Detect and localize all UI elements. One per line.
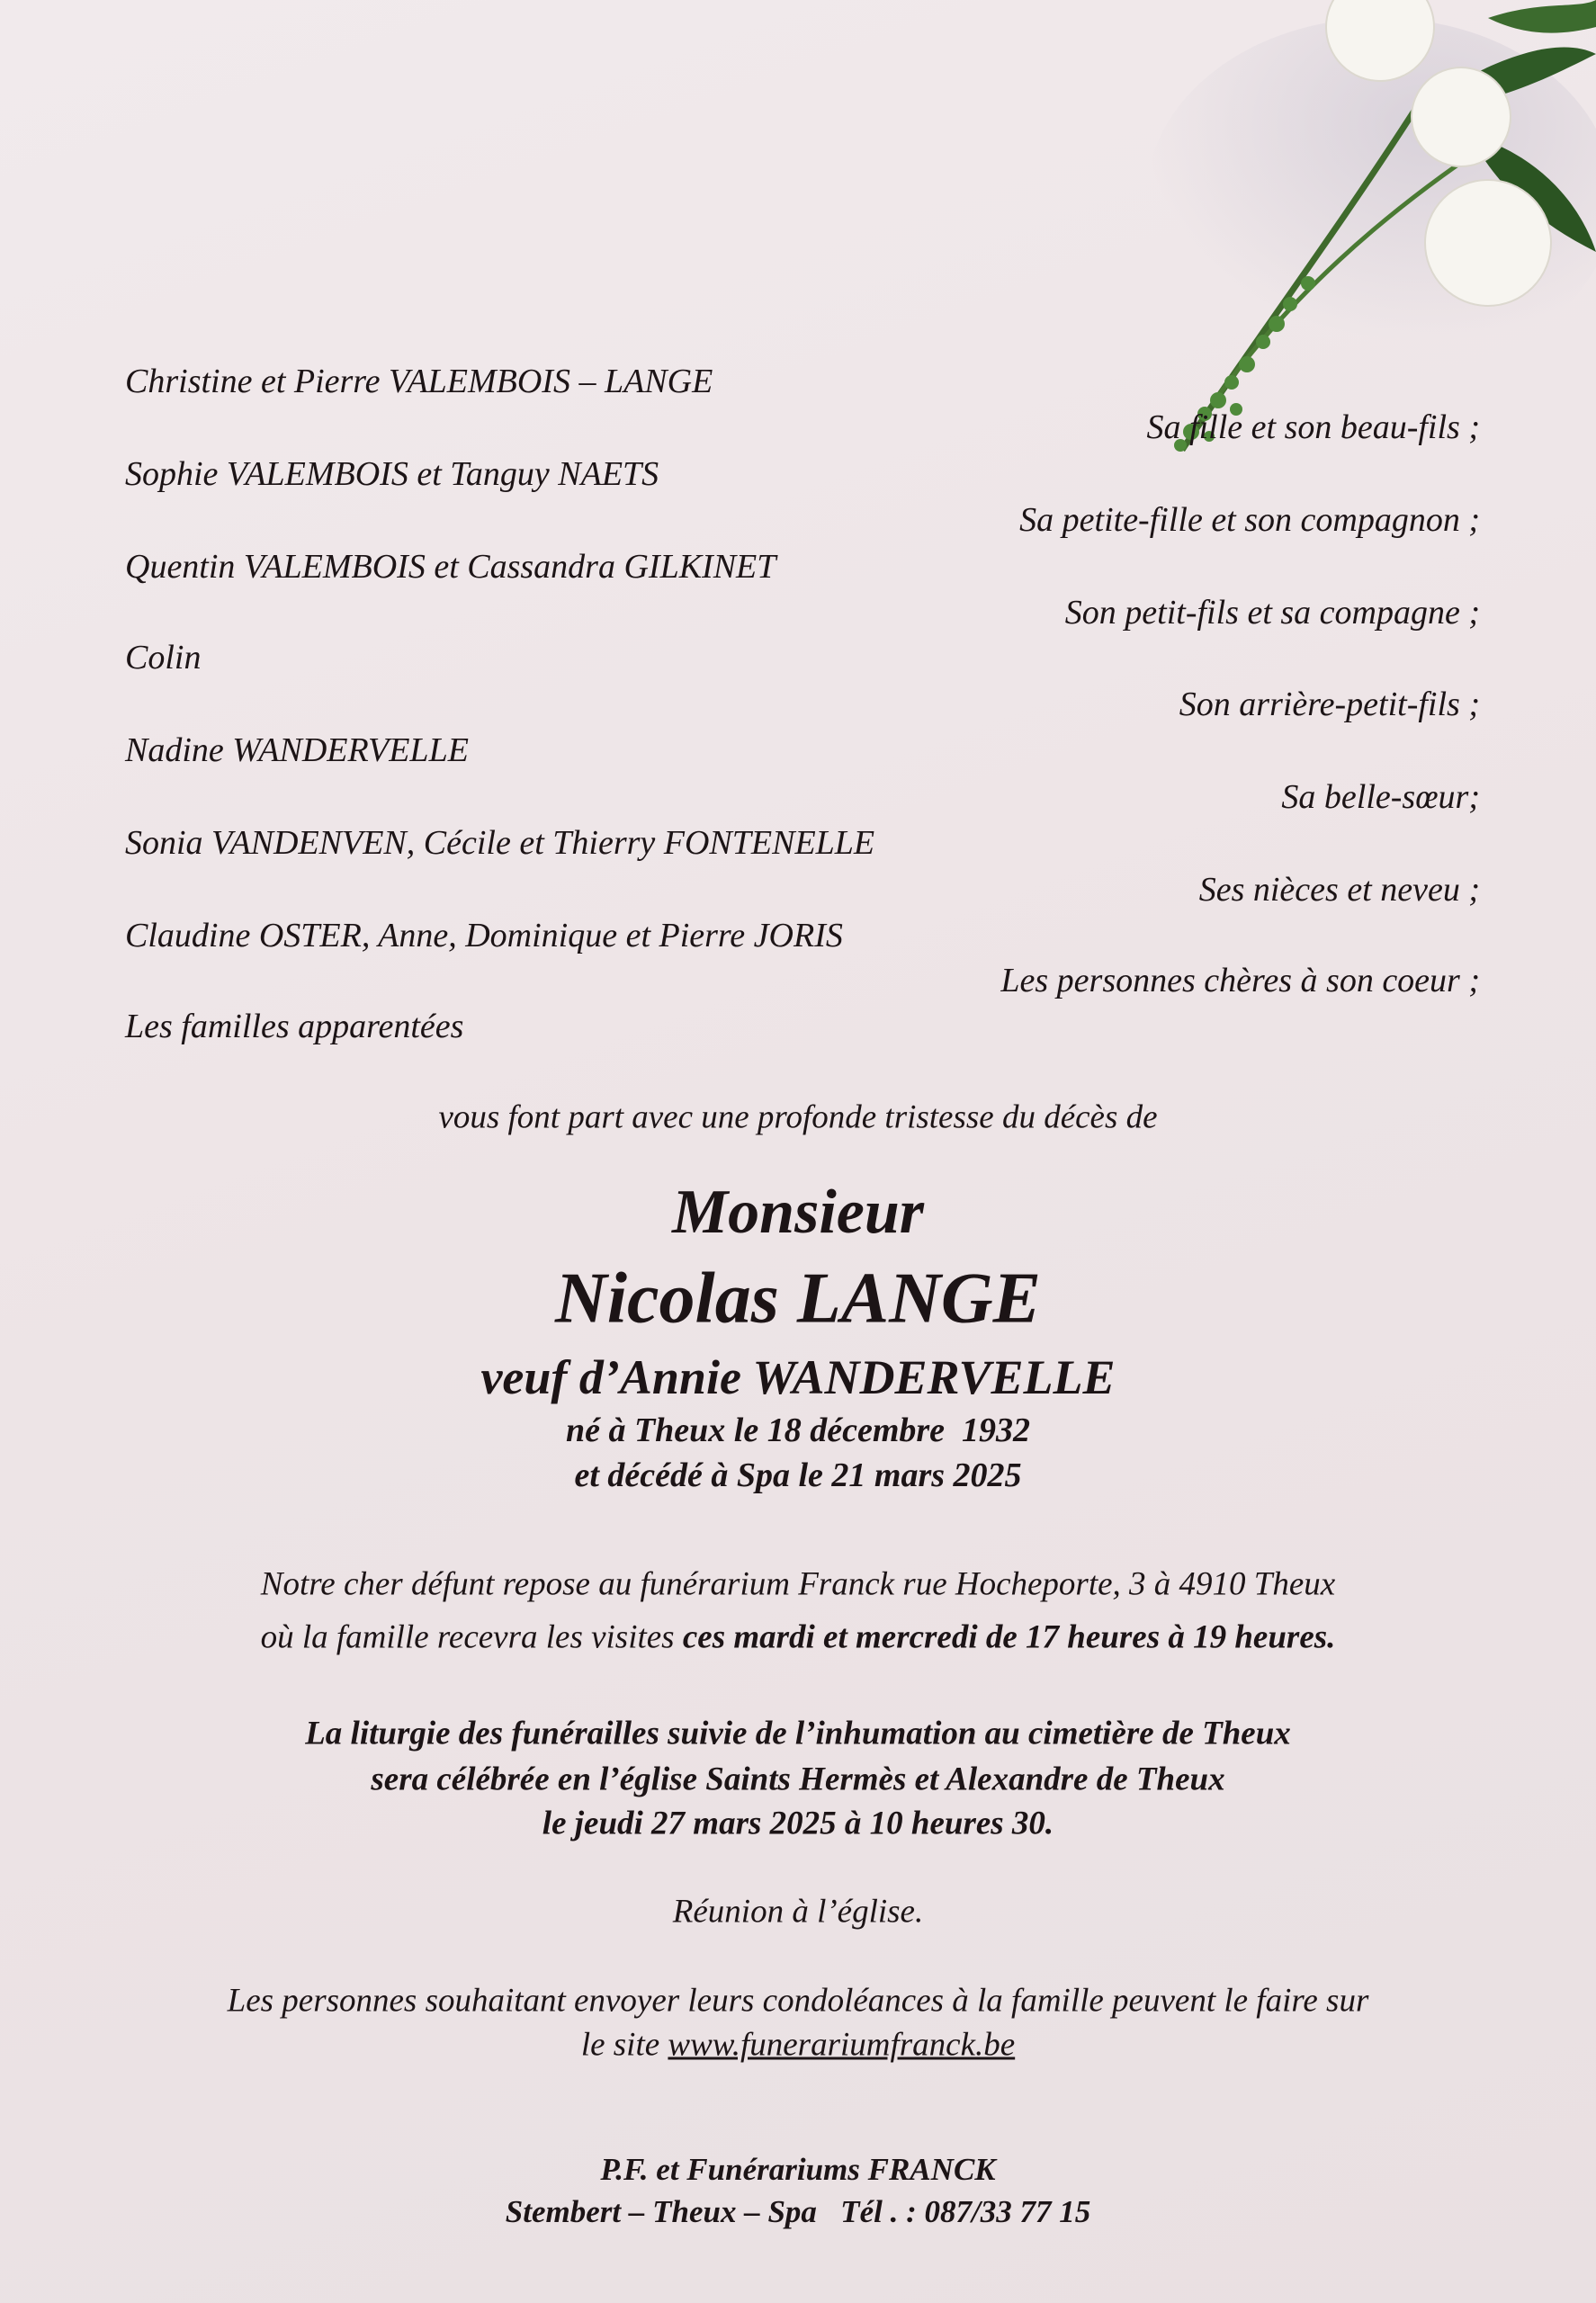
family-names-1: Christine et Pierre VALEMBOIS – LANGE bbox=[125, 363, 713, 400]
family-names-5: Nadine WANDERVELLE bbox=[125, 731, 469, 769]
footer-contact: Stembert – Theux – Spa Tél . : 087/33 77 15 bbox=[505, 2194, 1091, 2229]
family-relation-1: Sa fille et son beau-fils ; bbox=[1146, 408, 1480, 446]
deceased-name: Nicolas LANGE bbox=[555, 1259, 1041, 1339]
deceased-title: Monsieur bbox=[671, 1178, 925, 1247]
family-names-7: Claudine OSTER, Anne, Dominique et Pierre JORIS bbox=[125, 917, 843, 954]
family-relation-2: Sa petite-fille et son compagnon ; bbox=[1019, 501, 1480, 539]
condolences-prefix: le site bbox=[580, 2026, 668, 2064]
family-names-3: Quentin VALEMBOIS et Cassandra GILKINET bbox=[125, 548, 776, 586]
family-names-2: Sophie VALEMBOIS et Tanguy NAETS bbox=[125, 455, 659, 493]
visitation-line-1: Notre cher défunt repose au funérarium Franck rue Hocheporte, 3 à 4910 Theux bbox=[260, 1565, 1336, 1603]
visitation-hours: ces mardi et mercredi de 17 heures à 19 heures. bbox=[682, 1618, 1336, 1656]
meeting-text: Réunion à l’église. bbox=[672, 1893, 924, 1931]
ceremony-line-3: le jeudi 27 mars 2025 à 10 heures 30. bbox=[542, 1805, 1054, 1842]
visitation-prefix: où la famille recevra les visites bbox=[260, 1618, 683, 1656]
footer-company: P.F. et Funérariums FRANCK bbox=[600, 2152, 996, 2187]
deceased-spouse: veuf d’Annie WANDERVELLE bbox=[480, 1350, 1116, 1404]
family-relation-7: Les personnes chères à son coeur ; bbox=[1000, 962, 1480, 999]
visitation-line-2 bbox=[0, 1618, 1596, 1657]
condolences-line-2 bbox=[0, 2026, 1596, 2065]
family-relation-6: Ses nièces et neveu ; bbox=[1198, 871, 1480, 909]
family-relation-4: Son arrière-petit-fils ; bbox=[1179, 686, 1480, 723]
deceased-birth: né à Theux le 18 décembre 1932 bbox=[565, 1411, 1031, 1449]
family-names-6: Sonia VANDENVEN, Cécile et Thierry FONTENELLE bbox=[125, 824, 875, 862]
family-names-8: Les familles apparentées bbox=[125, 1008, 464, 1045]
deceased-death: et décédé à Spa le 21 mars 2025 bbox=[574, 1456, 1022, 1494]
website-link[interactable]: www.funerariumfranck.be bbox=[668, 2026, 1016, 2064]
family-names-4: Colin bbox=[125, 639, 202, 677]
ceremony-line-2: sera célébrée en l’église Saints Hermès et Alexandre de Theux bbox=[371, 1761, 1225, 1798]
family-relation-3: Son petit-fils et sa compagne ; bbox=[1064, 594, 1480, 632]
ceremony-line-1: La liturgie des funérailles suivie de l’inhumation au cimetière de Theux bbox=[305, 1715, 1291, 1752]
flower-decoration bbox=[912, 0, 1596, 468]
intro-text: vous font part avec une profonde tristesse du décès de bbox=[438, 1098, 1158, 1136]
family-relation-5: Sa belle-sœur; bbox=[1281, 778, 1480, 816]
condolences-line-1: Les personnes souhaitant envoyer leurs condoléances à la famille peuvent le faire sur bbox=[227, 1982, 1369, 2020]
